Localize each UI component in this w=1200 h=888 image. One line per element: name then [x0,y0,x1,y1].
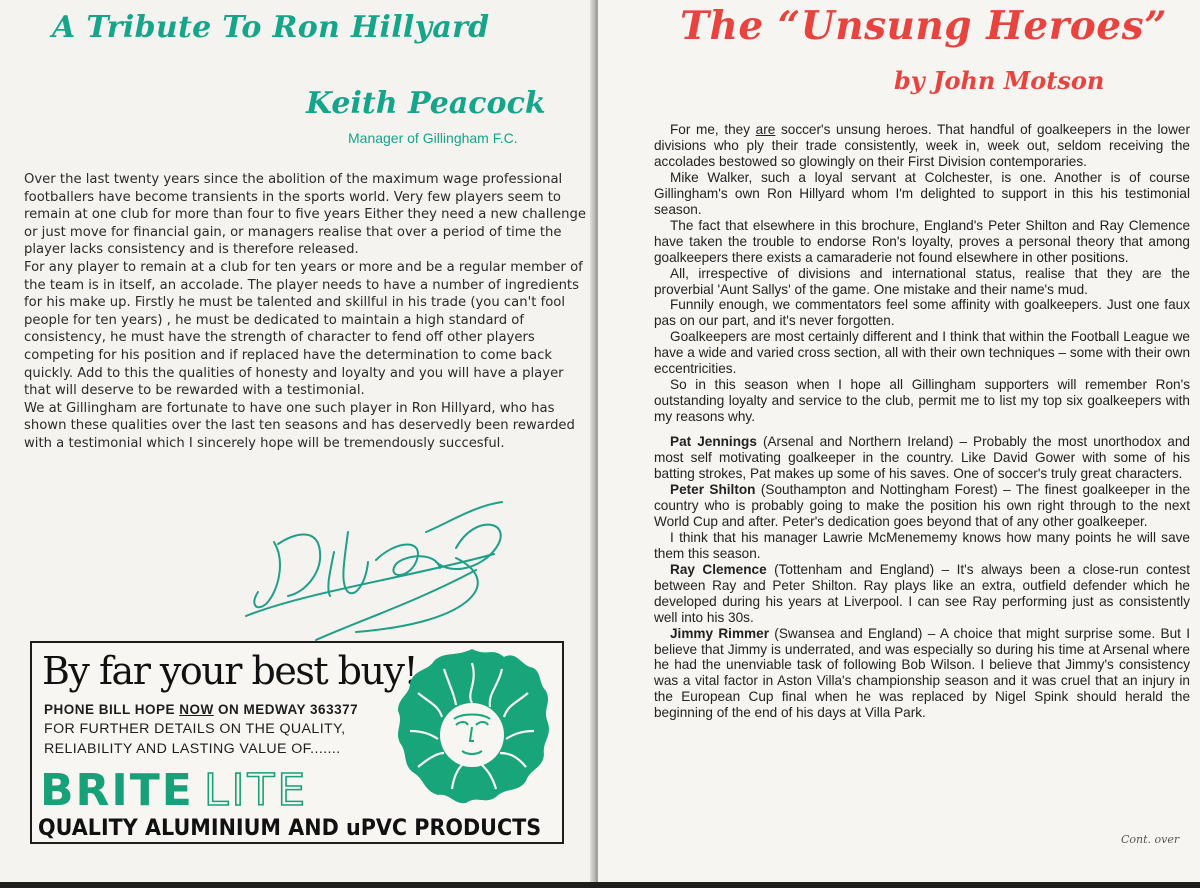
keeper-text: I think that his manager Lawrie McMenememy knows how many points he will save them this season. [654,529,1190,561]
advert-details: RELIABILITY AND LASTING VALUE OF....... [44,741,341,757]
keeper-name: Ray Clemence [670,561,767,577]
intro-text: soccer's unsung heroes. That handful of goalkeepers in the lower divisions who ply their trade consistently, week in, week out, seldom receiving the accolades bestowed so glowingly on their First Division contemporaries. [654,122,1190,169]
advert-headline: By far your best buy! [42,649,418,693]
heroes-body [654,122,1190,721]
byline: by John Motson [894,66,1105,95]
author-name: Keith Peacock [306,86,546,121]
left-page [0,0,593,882]
heroes-paragraph: The fact that elsewhere in this brochure, England's Peter Shilton and Ray Clemence have taken the trouble to endorse Ron's loyalty, proves a personal theory that among goalkeepers there exists a camaraderie not found elsewhere in other positions. [654,217,1190,265]
bottom-edge [0,882,1200,888]
phone-now: NOW [179,702,214,717]
keeper-entry [654,434,1190,482]
keeper-name: Peter Shilton [670,481,756,497]
heroes-paragraph: All, irrespective of divisions and international status, realise that they are the proverbial 'Aunt Sallys' of the game. One mistake and their name's mud. [654,265,1190,297]
advert-tagline: QUALITY ALUMINIUM AND uPVC PRODUCTS [38,815,542,841]
keeper-entry [654,482,1190,530]
signature-icon [226,492,526,642]
advert-phone [44,702,358,717]
keeper-text: (Swansea and England) – A choice that might surprise some. But I believe that Jimmy is underrated, and was especially so during his time at Arsenal where he had the unenviable task of following Bob Wilson. I believe that Jimmy's consistency was a vital factor in Aston Villa's championship season and it was cruel that an injury in the European Cup final when he was replaced by Nigel Spink should herald the beginning of the end of his days at Villa Park. [654,625,1191,721]
tribute-paragraph: Over the last twenty years since the abolition of the maximum wage professional footballers have become transients in the sports world. Very few players seem to remain at one club for more than four to five years Either they need a new challenge or just move for financial gain, or managers realise that over a period of time the player lacks consistency and is therefore released. [24,172,586,258]
keeper-text: (Southampton and Nottingham Forest) – The finest goalkeeper in the country who is probably going to make the position his own right through to the next World Cup and after. Peter's dedication goes beyond that of any other goalkeeper. [654,481,1190,529]
tribute-body [16,171,586,453]
brite-lite-advert [30,641,564,844]
sun-face-logo-icon [392,643,552,811]
brand-brite: BRITE [40,765,194,816]
tribute-paragraph: For any player to remain at a club for ten years or more and be a regular member of the team is in itself, an accolade. The player needs to have a number of ingredients for his make up. Firstly he must be talented and skillful in his trade (you can't fool people for ten years) , he must be dedicated to maintain a high standard of consistency, he must have the strength of character to fend off other players competing for his position and if replaced have the determination to come back quickly. Add to this the qualities of honesty and loyalty and you will have a player that will deserve to be rewarded with a testimonial. [24,259,583,399]
phone-number: ON MEDWAY 363377 [213,702,359,717]
heroes-paragraph: Funnily enough, we commentators feel some affinity with goalkeepers. Just one faux pas on our part, and it's never forgotten. [654,297,1190,329]
tribute-paragraph: We at Gillingham are fortunate to have one such player in Ron Hillyard, who has shown these qualities over the last ten seasons and has deservedly been rewarded with a testimonial which I sincerely hope will be tremendously succesful. [24,400,575,451]
heroes-paragraph: Goalkeepers are most certainly different and I think that within the Football League we have a wide and varied cross section, all with their own techniques – some with their own eccentricities. [654,329,1190,377]
keeper-text: (Tottenham and England) – It's always been a close-run contest between Ray and Peter Shilton. Ray plays like an extra, outfield defender which he developed during his years at Liverpool. I can see Ray performing just as consistently well into his 30s. [654,561,1190,625]
keeper-text: (Arsenal and Northern Ireland) – Probably the most unorthodox and most self motivating goalkeeper in the country. Like David Gower with some of his batting strokes, Pat makes up some of his saves. One of soccer's truly great characters. [654,434,1190,482]
advert-details: FOR FURTHER DETAILS ON THE QUALITY, [44,721,346,737]
brand-lite: LITE [204,765,309,816]
heroes-paragraph: So in this season when I hope all Gillingham supporters will remember Ron's outstanding loyalty and service to the club, permit me to list my top six goalkeepers with my reasons why. [654,377,1190,425]
right-page [598,0,1200,882]
heroes-paragraph [654,122,1190,170]
intro-underline: are [755,122,776,137]
continued-note: Cont. over [1121,833,1180,846]
keeper-name: Pat Jennings [670,434,757,450]
tribute-title: A Tribute To Ron Hillyard [52,10,490,45]
heroes-title: The “Unsung Heroes” [680,3,1168,49]
intro-text: For me, they [670,122,756,137]
keeper-entry [654,530,1190,562]
keeper-entry [654,626,1190,722]
keeper-name: Jimmy Rimmer [670,625,769,641]
phone-text: PHONE BILL HOPE [44,702,180,717]
keeper-entry [654,562,1190,626]
author-role: Manager of Gillingham F.C. [348,130,518,146]
heroes-paragraph: Mike Walker, such a loyal servant at Colchester, is one. Another is of course Gillingham's own Ron Hillyard whom I'm delighted to support in this his testimonial season. [654,169,1190,217]
